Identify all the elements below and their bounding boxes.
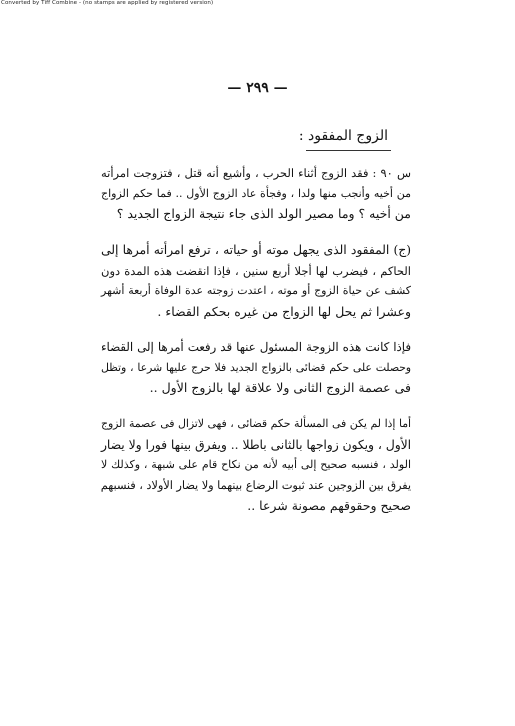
section-title: الزوج المفقود : bbox=[298, 128, 388, 144]
text-line: الحاكم ، فيضرب لها أجلا أربع سنين ، فإذا انقضت هذه المدة دون bbox=[101, 263, 411, 278]
text-line: الولد ، فنسبه صحيح إلى أبيه لأنه من نكاح قام على شبهة ، وكذلك لا bbox=[101, 458, 411, 471]
text-line: فإذا كانت هذه الزوجة المسئول عنها قد رفعت أمرها إلى القضاء bbox=[101, 340, 411, 354]
text-line: الأول ، ويكون زواجها بالثانى باطلا .. ويفرق بينها فورا ولا يضار bbox=[101, 437, 411, 452]
text-line: س ٩٠ : فقد الزوج أثناء الحرب ، وأشيع أنه قتل ، فتزوجت امرأته bbox=[101, 166, 411, 180]
text-line: يفرق بين الزوجين عند ثبوت الرضاع بينهما ولا يضار الأولاد ، فنسبهم bbox=[100, 478, 411, 492]
text-line: كشف عن حياة الزوج أو موته ، اعتدت زوجته عدة الوفاة أربعة أشهر bbox=[101, 284, 411, 297]
section-title-underline bbox=[306, 150, 391, 151]
page-number: — ٢٩٩ — bbox=[227, 80, 288, 96]
text-line: وعشرا ثم يحل لها الزواج من غيره بحكم القضاء . bbox=[157, 303, 411, 319]
text-line: من أخيه ؟ وما مصير الولد الذى جاء نتيجة الزواج الجديد ؟ bbox=[116, 206, 411, 221]
body-paragraph bbox=[101, 337, 411, 399]
converter-watermark: Converted by Tiff Combine - (no stamps are applied by registered version) bbox=[1, 0, 214, 6]
text-line: صحيح وحقوقهم مصونة شرعا .. bbox=[247, 498, 411, 513]
answer-paragraph bbox=[101, 240, 411, 322]
text-line: (ج) المفقود الذى يجهل موته أو حياته ، ترفع امرأته أمرها إلى bbox=[101, 243, 411, 257]
text-line: فى عصمة الزوج الثانى ولا علاقة لها بالزوج الأول .. bbox=[149, 380, 411, 395]
question-paragraph bbox=[101, 163, 411, 225]
text-line: من أخيه وأنجب منها ولدا ، وفجأة عاد الزوج الأول .. فما حكم الزواج bbox=[101, 186, 411, 200]
body-paragraph bbox=[101, 414, 411, 517]
text-line: وحصلت على حكم قضائى بالزواج الجديد فلا حرج عليها شرعا ، وتظل bbox=[101, 360, 411, 374]
text-line: أما إذا لم يكن فى المسألة حكم قضائى ، فهى لاتزال فى عصمة الزوج bbox=[101, 417, 411, 430]
